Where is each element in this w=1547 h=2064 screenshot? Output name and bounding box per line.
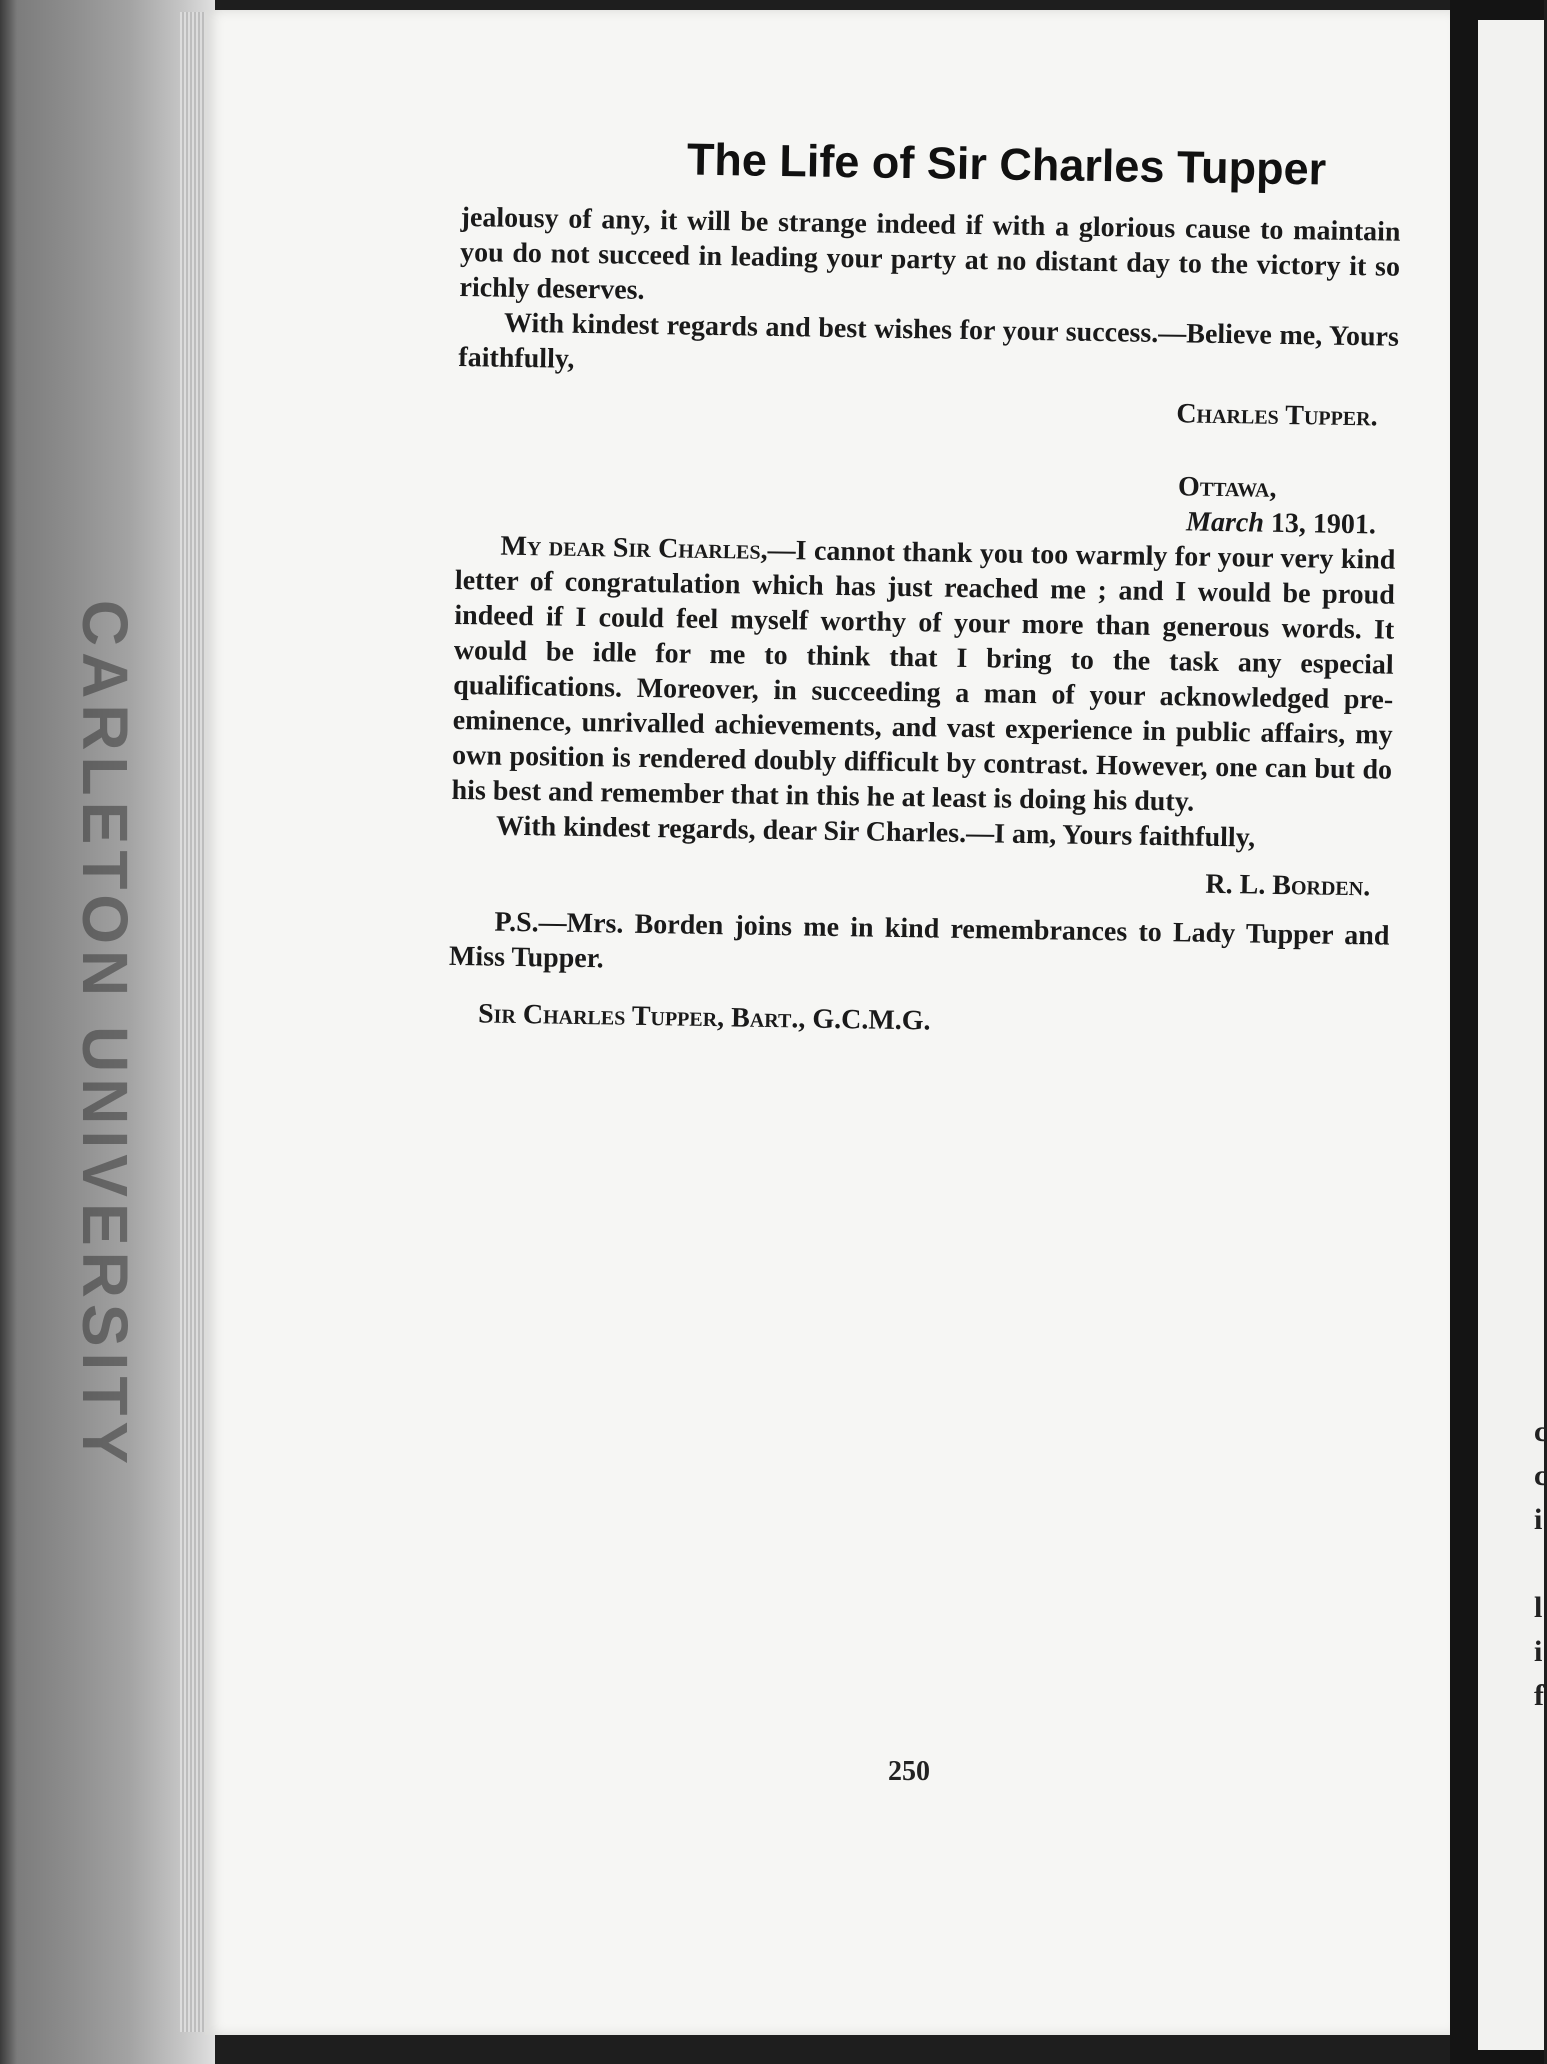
- postscript: P.S.—Mrs. Borden joins me in kind remembrances to Lady Tupper and Miss Tupper.: [448, 906, 1390, 975]
- adjacent-glyph: c: [1534, 1415, 1547, 1448]
- page-edges: [180, 12, 208, 2032]
- letter-place: Ottawa,: [1177, 471, 1277, 504]
- letter-paragraph: —I cannot thank you too warmly for your very kind letter of congratulation which has just reached me ; and I would be proud indeed if I could feel myself worthy of your more than generous words. It would be idle for me to think that I bring to the task any especial qualifications. Moreover, in succeeding a man of your acknowledged pre-eminence, unrivalled achievements, and vast experience in public affairs, my own position is rendered doubly difficult by contrast. However, one can but do his best and remember that in this he at least is doing his duty.: [451, 534, 1396, 818]
- adjacent-glyph: [1534, 1542, 1547, 1586]
- adjacent-glyph: i: [1534, 1635, 1543, 1668]
- adjacent-page-text: [1534, 1410, 1547, 1718]
- paragraph-continuation: jealousy of any, it will be strange indeed if with a glorious cause to maintain you do not succeed in leading your party at no distant day to the victory it so richly deserves.: [459, 201, 1401, 306]
- signature-tupper: Charles Tupper.: [1176, 398, 1378, 433]
- addressee: Sir Charles Tupper, Bart., G.C.M.G.: [477, 998, 931, 1037]
- adjacent-glyph: c: [1534, 1459, 1547, 1492]
- page-content: [448, 130, 1402, 1046]
- adjacent-glyph: f: [1534, 1679, 1544, 1712]
- closing-paragraph-borden: With kindest regards, dear Sir Charles.—I am, Yours faithfully,: [495, 810, 1256, 854]
- salutation: My dear Sir Charles,: [500, 530, 768, 566]
- page-number: 250: [888, 1756, 930, 1787]
- spine-imprint: CARLETON UNIVERSITY: [69, 599, 141, 1471]
- date-month: March: [1185, 506, 1265, 539]
- letter-text: [448, 200, 1401, 1046]
- signature-borden: R. L. Borden.: [1205, 868, 1371, 903]
- closing-paragraph: With kindest regards and best wishes for your success.—Believe me, Yours faithfully,: [458, 307, 1400, 375]
- adjacent-page: [1478, 20, 1544, 2050]
- date-rest: 13, 1901.: [1263, 507, 1377, 541]
- letter-body: [451, 528, 1395, 823]
- adjacent-glyph: l: [1534, 1591, 1543, 1624]
- adjacent-glyph: i: [1534, 1503, 1543, 1536]
- running-head: The Life of Sir Charles Tupper: [686, 133, 1327, 195]
